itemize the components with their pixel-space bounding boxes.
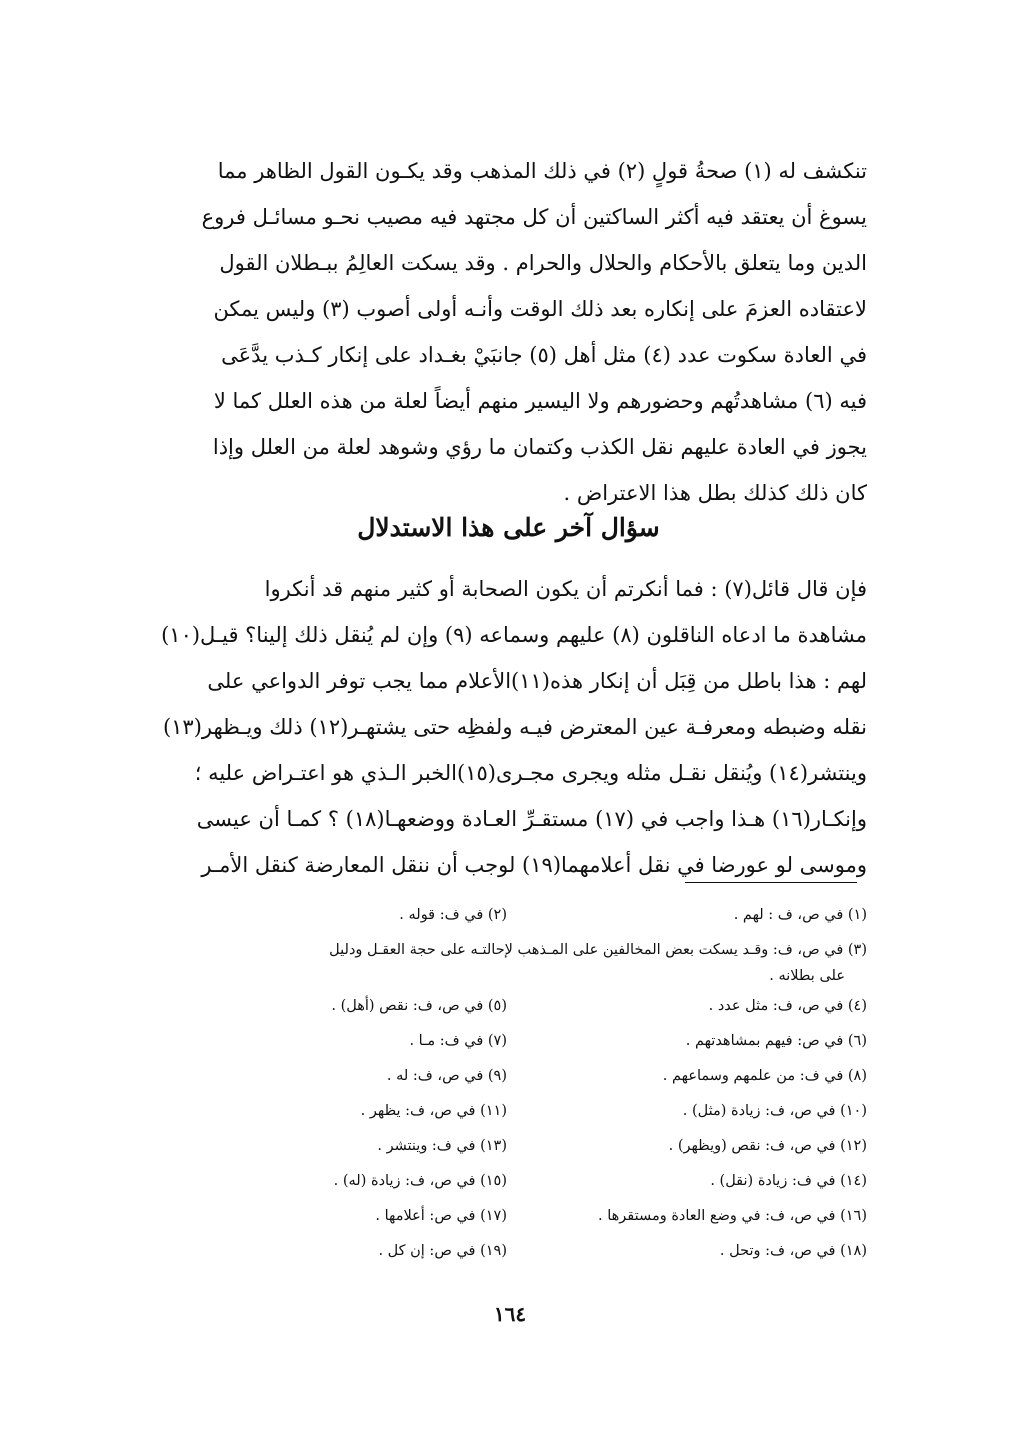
footnote-row bbox=[150, 1059, 867, 1094]
footnote-row bbox=[150, 933, 867, 989]
footnote: (١) في ص، ف : لهم . bbox=[733, 907, 867, 923]
footnote-row bbox=[150, 989, 867, 1024]
footnote: (١٨) في ص، ف: وتحل . bbox=[719, 1243, 867, 1259]
footnote: (١٤) في ف: زيادة (نقل) . bbox=[710, 1173, 867, 1189]
footnote-separator bbox=[685, 882, 857, 883]
footnote: (٨) في ف: من علمهم وسماعهم . bbox=[662, 1068, 867, 1084]
footnote: (١٦) في ص، ف: في وضع العادة ومستقرها . bbox=[598, 1208, 867, 1224]
footnote-row bbox=[150, 1234, 867, 1269]
text-line: لهم : هذا باطل من قِبَل أن إنكار هذه(١١)الأعلام مما يجب توفر الدواعي على bbox=[207, 669, 867, 693]
text-line: لاعتقاده العزمَ على إنكاره بعد ذلك الوقت وأنـه أولى أصوب (٣) وليس يمكن bbox=[213, 297, 867, 321]
text-line: فإن قال قائل(٧) : فما أنكرتم أن يكون الصحابة أو كثير منهم قد أنكروا bbox=[264, 577, 867, 601]
footnote-row bbox=[150, 898, 867, 933]
text-line: نقله وضبطه ومعرفـة عين المعترض فيـه ولفظِه حتى يشتهـر(١٢) ذلك ويـظهر(١٣) bbox=[162, 715, 867, 739]
footnote: (٤) في ص، ف: مثل عدد . bbox=[708, 998, 867, 1014]
footnote-row bbox=[150, 1129, 867, 1164]
text-line: يجوز في العادة عليهم نقل الكذب وكتمان ما رؤي وشوهد لعلة من العلل وإذا bbox=[212, 435, 867, 459]
footnote: (١٩) في ص: إن كل . bbox=[378, 1243, 507, 1259]
text-line: وينتشر(١٤) ويُنقل نقـل مثله ويجرى مجـرى(١٥)الخبر الـذي هو اعتـراض عليه ؛ bbox=[194, 761, 867, 785]
footnote: (٧) في ف: مـا . bbox=[409, 1033, 507, 1049]
footnote-row bbox=[150, 1094, 867, 1129]
footnotes bbox=[150, 898, 867, 1269]
footnote-row bbox=[150, 1024, 867, 1059]
footnote-row bbox=[150, 1199, 867, 1234]
footnote: (١١) في ص، ف: يظهر . bbox=[360, 1103, 507, 1119]
page-number: ١٦٤ bbox=[493, 1302, 527, 1326]
footnote: (٣) في ص، ف: وقـد يسكت بعض المخالفين على المـذهب لإحالتـه على حجة العقـل ودليل bbox=[329, 942, 867, 958]
text-line: مشاهدة ما ادعاه الناقلون (٨) عليهم وسماعه (٩) وإن لم يُنقل ذلك إلينا؟ قيـل(١٠) bbox=[161, 623, 867, 647]
text-line: يسوغ أن يعتقد فيه أكثر الساكتين أن كل مجتهد فيه مصيب نحـو مسائـل فروع bbox=[201, 205, 867, 229]
text-line: الدين وما يتعلق بالأحكام والحلال والحرام . وقد يسكت العالِمُ ببـطلان القول bbox=[219, 251, 867, 275]
paragraph-2 bbox=[150, 566, 867, 888]
footnote: (٩) في ص، ف: له . bbox=[386, 1068, 507, 1084]
text-line: وموسى لو عورضا في نقل أعلامهما(١٩) لوجب أن ننقل المعارضة كنقل الأمـر bbox=[201, 853, 867, 877]
footnote: (١٧) في ص: أعلامها . bbox=[375, 1208, 507, 1224]
footnote: (١٠) في ص، ف: زيادة (مثل) . bbox=[682, 1103, 867, 1119]
paragraph-1 bbox=[150, 148, 867, 516]
footnote: (١٥) في ص، ف: زيادة (له) . bbox=[333, 1173, 507, 1189]
text-line: كان ذلك كذلك بطل هذا الاعتراض . bbox=[563, 481, 867, 505]
footnote: (٢) في ف: قوله . bbox=[399, 907, 507, 923]
section-heading: سؤال آخر على هذا الاستدلال bbox=[357, 513, 660, 542]
footnote-row bbox=[150, 1164, 867, 1199]
footnote: (٦) في ص: فيهم بمشاهدتهم . bbox=[685, 1033, 867, 1049]
text-line: تنكشف له (١) صحةُ قولٍ (٢) في ذلك المذهب وقد يكـون القول الظاهر مما bbox=[217, 159, 867, 183]
footnote: (٥) في ص، ف: نقص (أهل) . bbox=[331, 998, 507, 1014]
text-line: في العادة سكوت عدد (٤) مثل أهل (٥) جانبَيْ بغـداد على إنكار كـذب يدَّعَى bbox=[221, 343, 867, 367]
footnote: (١٢) في ص، ف: نقص (ويظهر) . bbox=[668, 1138, 867, 1154]
footnote: (١٣) في ف: وينتشر . bbox=[377, 1138, 507, 1154]
text-line: فيه (٦) مشاهدتُهم وحضورهم ولا اليسير منهم أيضاً لعلة من هذه العلل كما لا bbox=[213, 389, 867, 413]
footnote-continuation: على بطلانه . bbox=[769, 968, 845, 984]
text-line: وإنكـار(١٦) هـذا واجب في (١٧) مستقـرِّ العـادة ووضعهـا(١٨) ؟ كمـا أن عيسى bbox=[196, 807, 867, 831]
